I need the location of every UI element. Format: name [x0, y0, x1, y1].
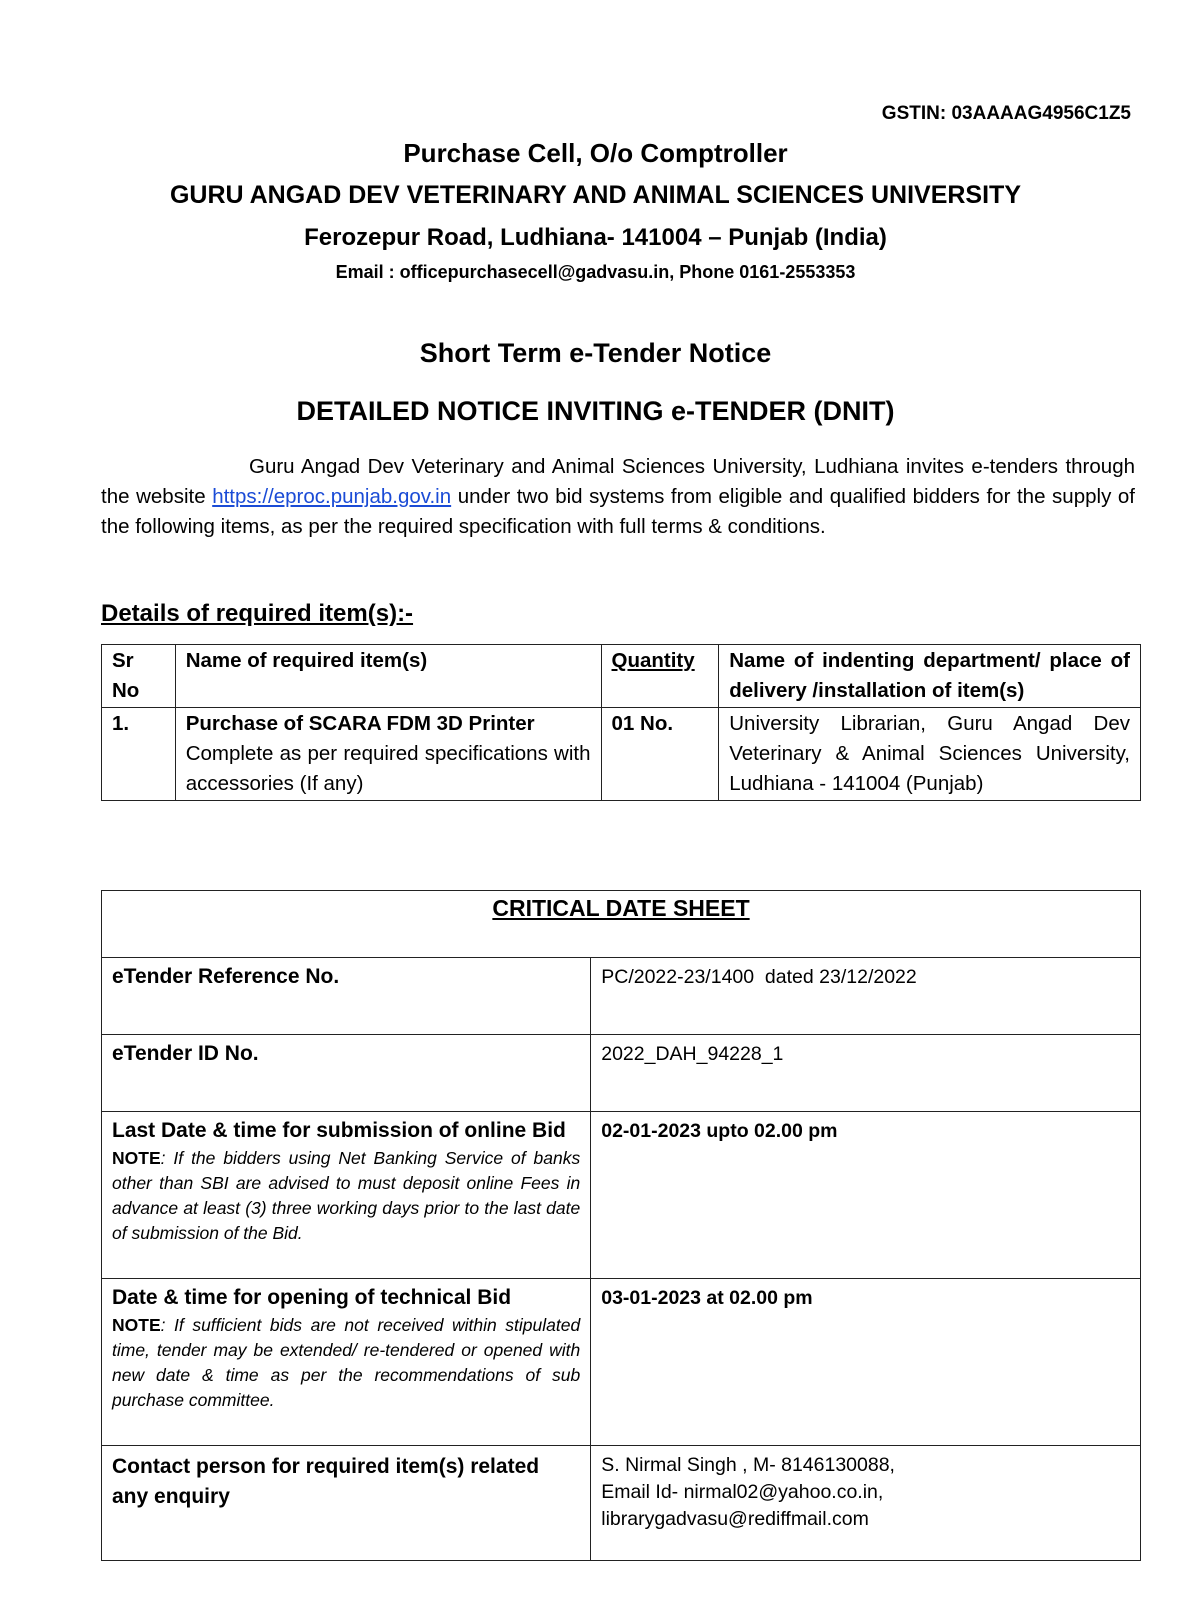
- office-name: Purchase Cell, O/o Comptroller: [403, 138, 788, 168]
- ref-value-cell: [591, 958, 1141, 1035]
- row-sr: 1.: [102, 708, 176, 801]
- intro-text-1: Guru Angad Dev Veterinary and Animal Sciences University, Ludhiana invites e-tenders through the website: [101, 455, 1135, 508]
- table-row: [102, 1446, 1141, 1561]
- eproc-link[interactable]: https://eproc.punjab.gov.in: [212, 485, 452, 508]
- submission-value-cell: [591, 1112, 1141, 1279]
- ref-label: eTender Reference No.: [112, 965, 340, 988]
- id-label-cell: [102, 1035, 591, 1112]
- items-section-title: Details of required item(s):-: [101, 600, 414, 627]
- row-item-title: Purchase of SCARA FDM 3D Printer: [185, 712, 535, 735]
- opening-label-cell: [102, 1279, 591, 1446]
- table-row: [102, 958, 1141, 1035]
- row-department: University Librarian, Guru Angad Dev Veterinary & Animal Sciences University, Ludhiana - 141004 (Punjab): [719, 708, 1141, 801]
- contact-line-2: Email Id- nirmal02@yahoo.co.in,: [601, 1481, 884, 1503]
- gstin-number: GSTIN: 03AAAAG4956C1Z5: [881, 103, 1131, 124]
- table-row: [102, 708, 1141, 801]
- contact-line-1: S. Nirmal Singh , M- 8146130088,: [601, 1454, 895, 1476]
- university-address: Ferozepur Road, Ludhiana- 141004 – Punjab (India): [304, 224, 887, 251]
- opening-value: 03-01-2023 at 02.00 pm: [601, 1287, 813, 1309]
- submission-value: 02-01-2023 upto 02.00 pm: [601, 1120, 838, 1142]
- items-table: [101, 644, 1141, 801]
- header-name: Name of required item(s): [175, 645, 601, 708]
- submission-note: [112, 1146, 580, 1246]
- submission-note-text: : If the bidders using Net Banking Service of banks other than SBI are advised to must deposit online Fees in advance at least (3) three working days prior to the last date of submission of the Bid.: [112, 1148, 581, 1243]
- row-item-desc: Complete as per required specifications with accessories (If any): [185, 742, 591, 795]
- id-value-cell: [591, 1035, 1141, 1112]
- submission-label-cell: [102, 1112, 591, 1279]
- row-quantity: 01 No.: [601, 708, 719, 801]
- header-quantity: Quantity: [601, 645, 719, 708]
- contact-label-cell: [102, 1446, 591, 1561]
- table-row: [102, 1035, 1141, 1112]
- header-department: Name of indenting department/ place of delivery /installation of item(s): [719, 645, 1141, 708]
- contact-label: Contact person for required item(s) related any enquiry: [112, 1455, 540, 1508]
- crit-title-row: [102, 891, 1141, 958]
- row-item-name: [175, 708, 601, 801]
- ref-value: PC/2022-23/1400 dated 23/12/2022: [601, 966, 917, 988]
- crit-title: CRITICAL DATE SHEET: [492, 895, 750, 921]
- opening-label: Date & time for opening of technical Bid: [112, 1286, 512, 1309]
- id-value: 2022_DAH_94228_1: [601, 1043, 784, 1065]
- submission-label: Last Date & time for submission of online Bid: [112, 1119, 566, 1142]
- opening-note-prefix: NOTE: [112, 1315, 161, 1335]
- notice-title: Short Term e-Tender Notice: [419, 338, 772, 368]
- id-label: eTender ID No.: [112, 1042, 259, 1065]
- items-header-row: [102, 645, 1141, 708]
- table-row: [102, 1279, 1141, 1446]
- contact-line: Email : officepurchasecell@gadvasu.in, Phone 0161-2553353: [335, 262, 856, 282]
- submission-note-prefix: NOTE: [112, 1148, 161, 1168]
- header-sr: Sr No: [102, 645, 176, 708]
- ref-label-cell: [102, 958, 591, 1035]
- dnit-title: DETAILED NOTICE INVITING e-TENDER (DNIT): [296, 396, 895, 426]
- university-name: GURU ANGAD DEV VETERINARY AND ANIMAL SCIENCES UNIVERSITY: [169, 181, 1021, 209]
- crit-title-cell: [102, 891, 1141, 958]
- intro-paragraph: [101, 452, 1135, 542]
- opening-note-text: : If sufficient bids are not received within stipulated time, tender may be extended/ re-tendered or opened with new date & time as per the recommendations of sub purchase committee.: [112, 1315, 581, 1410]
- contact-value-cell: [591, 1446, 1141, 1561]
- contact-line-3: librarygadvasu@rediffmail.com: [601, 1508, 869, 1530]
- opening-note: [112, 1313, 580, 1413]
- opening-value-cell: [591, 1279, 1141, 1446]
- table-row: [102, 1112, 1141, 1279]
- critical-date-sheet: [101, 890, 1141, 1561]
- intro-text-2: under two bid systems from eligible and qualified bidders for the supply of the following items, as per the required specification with full terms & conditions.: [101, 485, 1135, 538]
